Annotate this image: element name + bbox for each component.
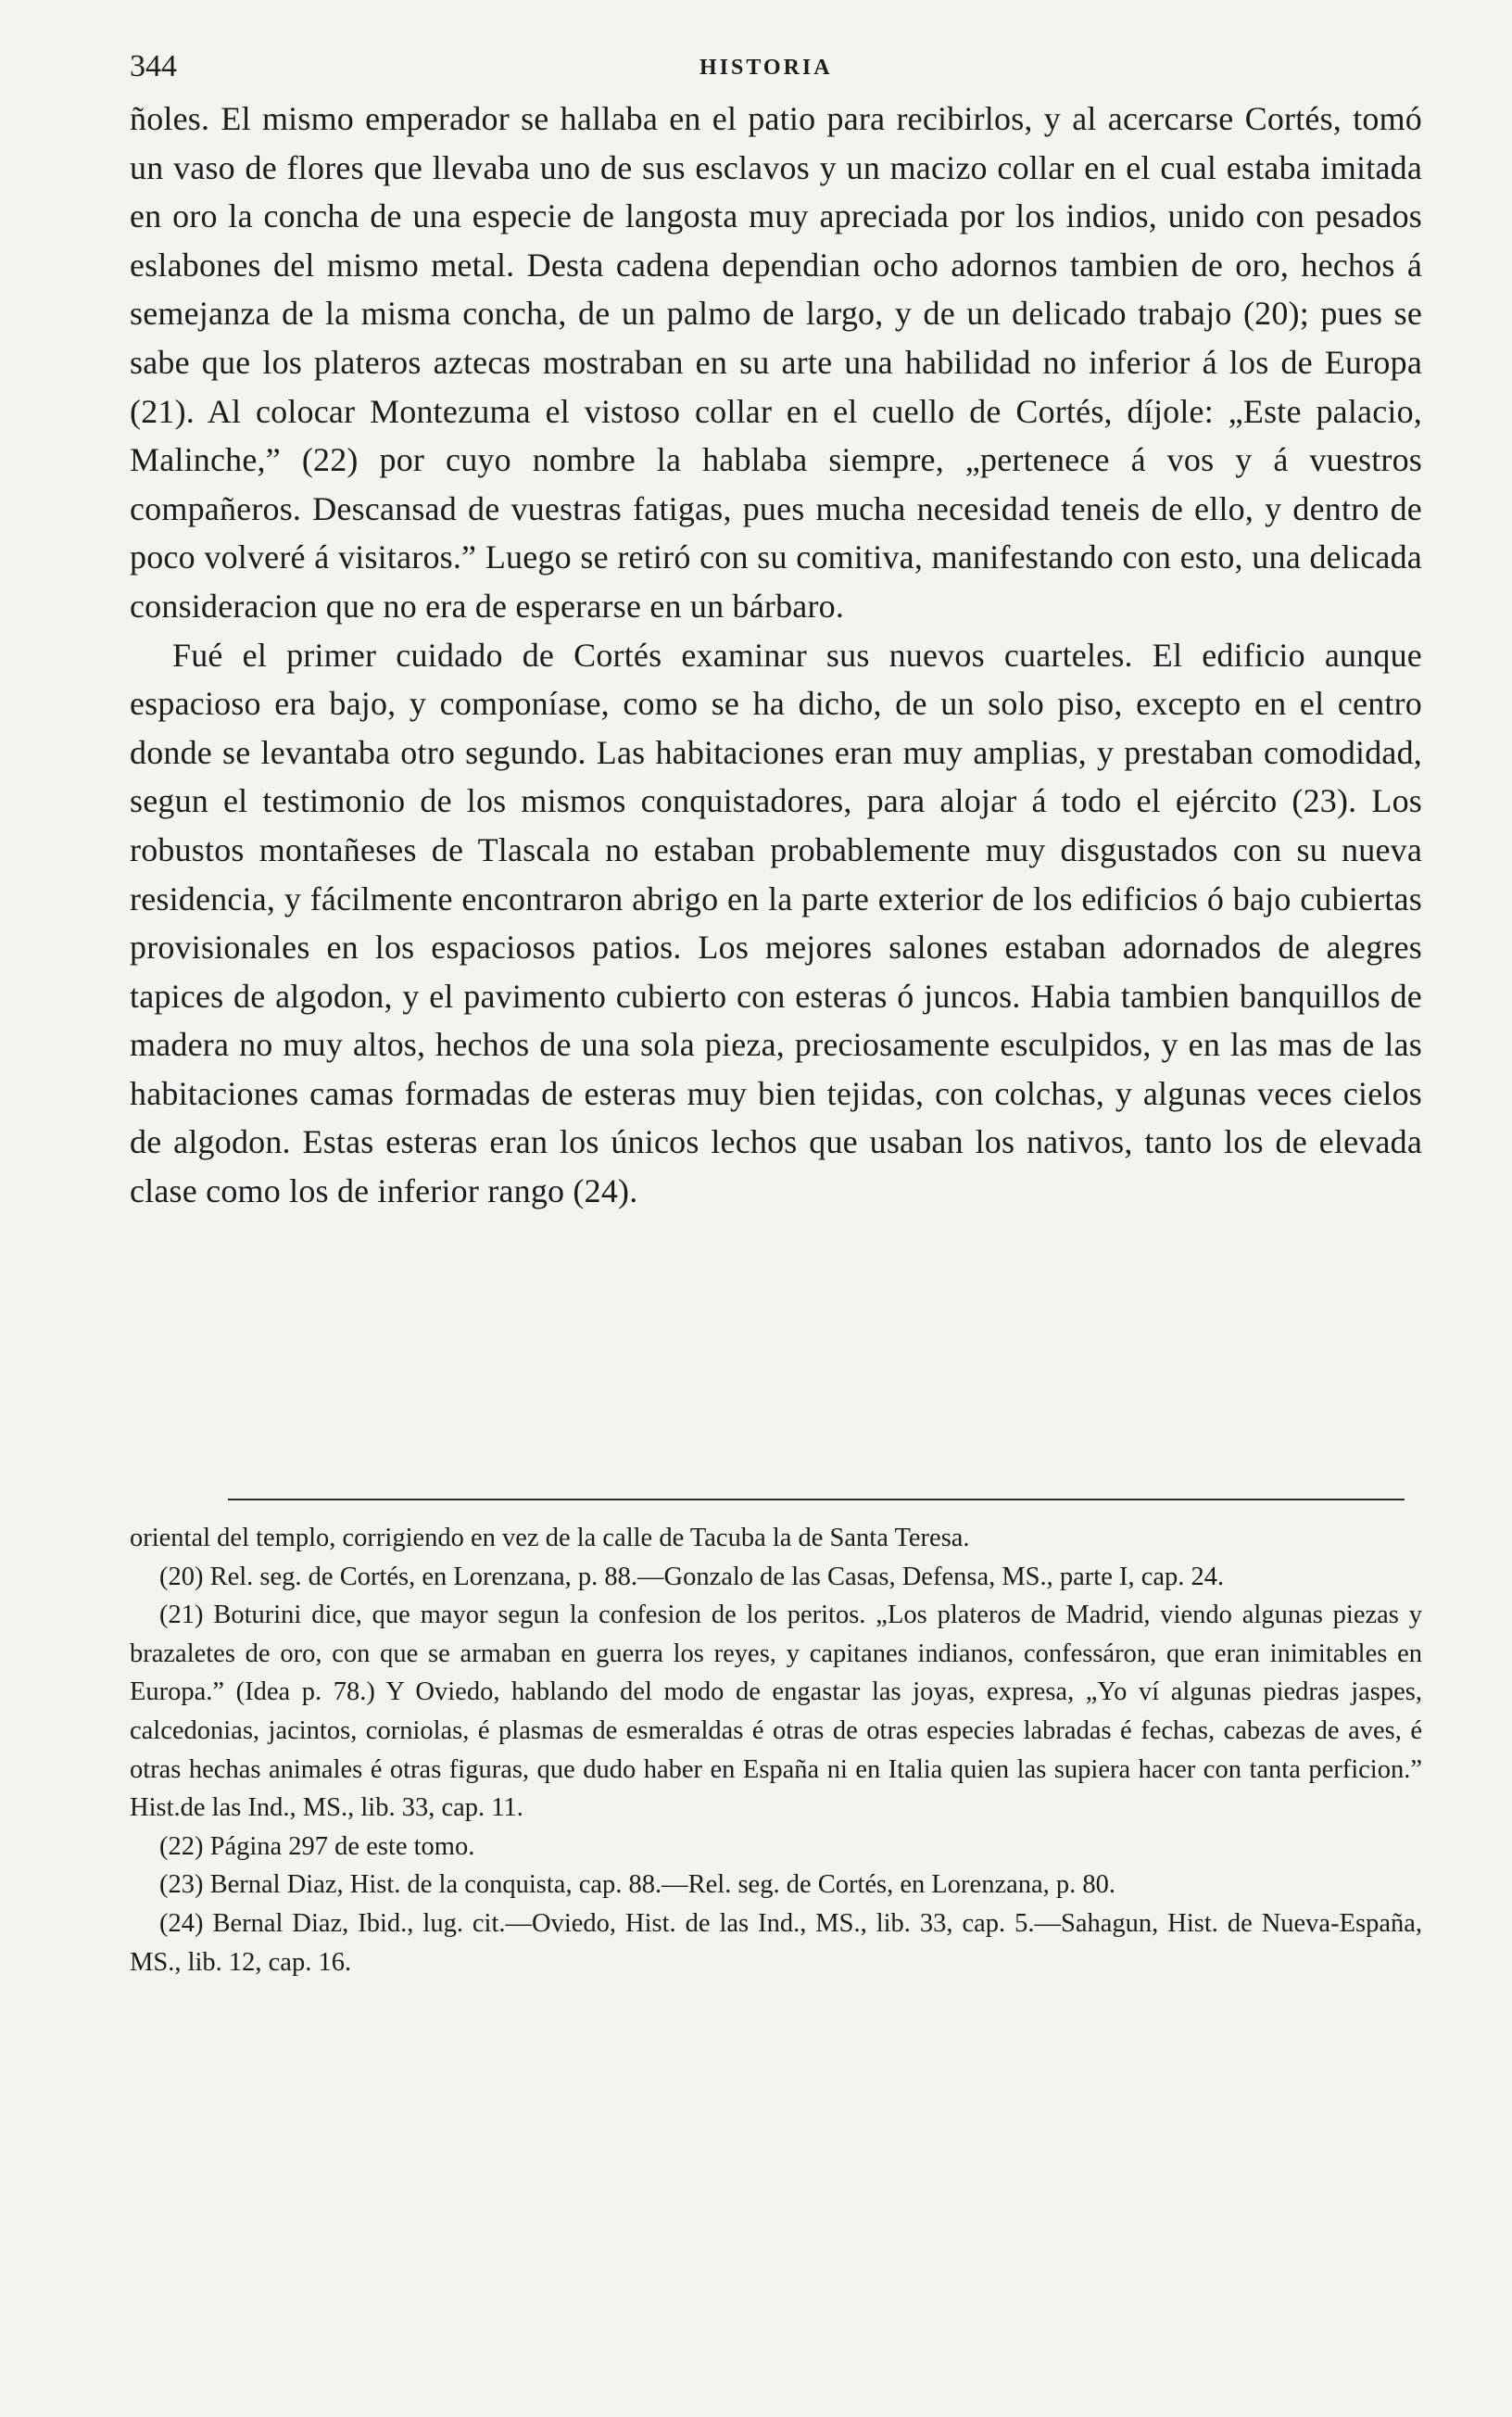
main-text <box>130 95 1422 1216</box>
footnote-continuation: oriental del templo, corrigiendo en vez de la calle de Tacuba la de Santa Teresa. <box>130 1524 970 1552</box>
footnote-21: (21) Boturini dice, que mayor segun la confesion de los peritos. „Los plateros de Madrid, viendo algunas piezas y brazaletes de oro, con que se armaban en guerra los reyes, y capitanes indianos, confessáron, que eran inimitables en Europa.” (Idea p. 78.) Y Oviedo, hablando del modo de engastar las joyas, expresa, „Yo ví algunas piedras jaspes, calcedonias, jacintos, corniolas, é plasmas de esmeraldas é otras de otras especies labradas é fechas, cabezas de aves, é otras hechas animales é otras figuras, que dudo haber en España ni en Italia quien las supiera hacer con tanta perficion.” Hist.de las Ind., MS., lib. 33, cap. 11. <box>130 1601 1422 1823</box>
footnote-22: (22) Página 297 de este tomo. <box>159 1831 475 1861</box>
main-paragraph: ñoles. El mismo emperador se hallaba en el patio para recibirlos, y al acercarse Cortés, tomó un vaso de flores que llevaba uno de sus esclavos y un macizo collar en el cual estaba imitada en oro la concha de una especie de langosta muy apreciada por los indios, unido con pesados eslabones del mismo metal. Desta cadena dependian ocho adornos tambien de oro, hechos á semejanza de la misma concha, de un palmo de largo, y de un delicado trabajo (20); pues se sabe que los plateros aztecas mostraban en su arte una habilidad no inferior á los de Europa (21). Al colocar Montezuma el vistoso collar en el cuello de Cortés, díjole: „Este palacio, Malinche,” (22) por cuyo nombre la hablaba siempre, „pertenece á vos y á vuestros compañeros. Descansad de vuestras fatigas, pues mucha necesidad teneis de ello, y dentro de poco volveré á visitaros.” Luego se retiró con su comitiva, manifestando con esto, una delicada consideracion que no era de esperarse en un bárbaro. <box>130 100 1422 625</box>
page-number: 344 <box>130 49 177 83</box>
running-head <box>130 48 1422 95</box>
main-paragraph: Fué el primer cuidado de Cortés examinar sus nuevos cuarteles. El edificio aunque espacioso era bajo, y componíase, como se ha dicho, de un solo piso, excepto en el centro donde se levantaba otro segundo. Las habitaciones eran muy amplias, y prestaban comodidad, segun el testimonio de los mismos conquistadores, para alojar á todo el ejército (23). Los robustos montañeses de Tlascala no estaban probablemente muy disgustados con su nueva residencia, y fácilmente encontraron abrigo en la parte exterior de los edificios ó bajo cubiertas provisionales en los espaciosos patios. Los mejores salones estaban adornados de alegres tapices de algodon, y el pavimento cubierto con esteras ó juncos. Habia tambien banquillos de madera no muy altos, hechos de una sola pieza, preciosamente esculpidos, y en las mas de las habitaciones camas formadas de esteras muy bien tejidas, con colchas, y algunas veces cielos de algodon. Estas esteras eran los únicos lechos que usaban los nativos, tanto los de elevada clase como los de inferior rango (24). <box>130 636 1422 1210</box>
footnote-23: (23) Bernal Diaz, Hist. de la conquista, cap. 88.—Rel. seg. de Cortés, en Lorenzana, p. 80. <box>159 1870 1116 1900</box>
running-title: HISTORIA <box>699 56 833 80</box>
footnote-divider <box>228 1499 1405 1500</box>
footnotes <box>130 1519 1422 1981</box>
footnote-20: (20) Rel. seg. de Cortés, en Lorenzana, p. 88.—Gonzalo de las Casas, Defensa, MS., parte I, cap. 24. <box>159 1562 1225 1591</box>
footnote-24: (24) Bernal Diaz, Ibid., lug. cit.—Oviedo, Hist. de las Ind., MS., lib. 33, cap. 5.—Sahagun, Hist. de Nueva-España, MS., lib. 12, cap. 16. <box>130 1908 1422 1977</box>
